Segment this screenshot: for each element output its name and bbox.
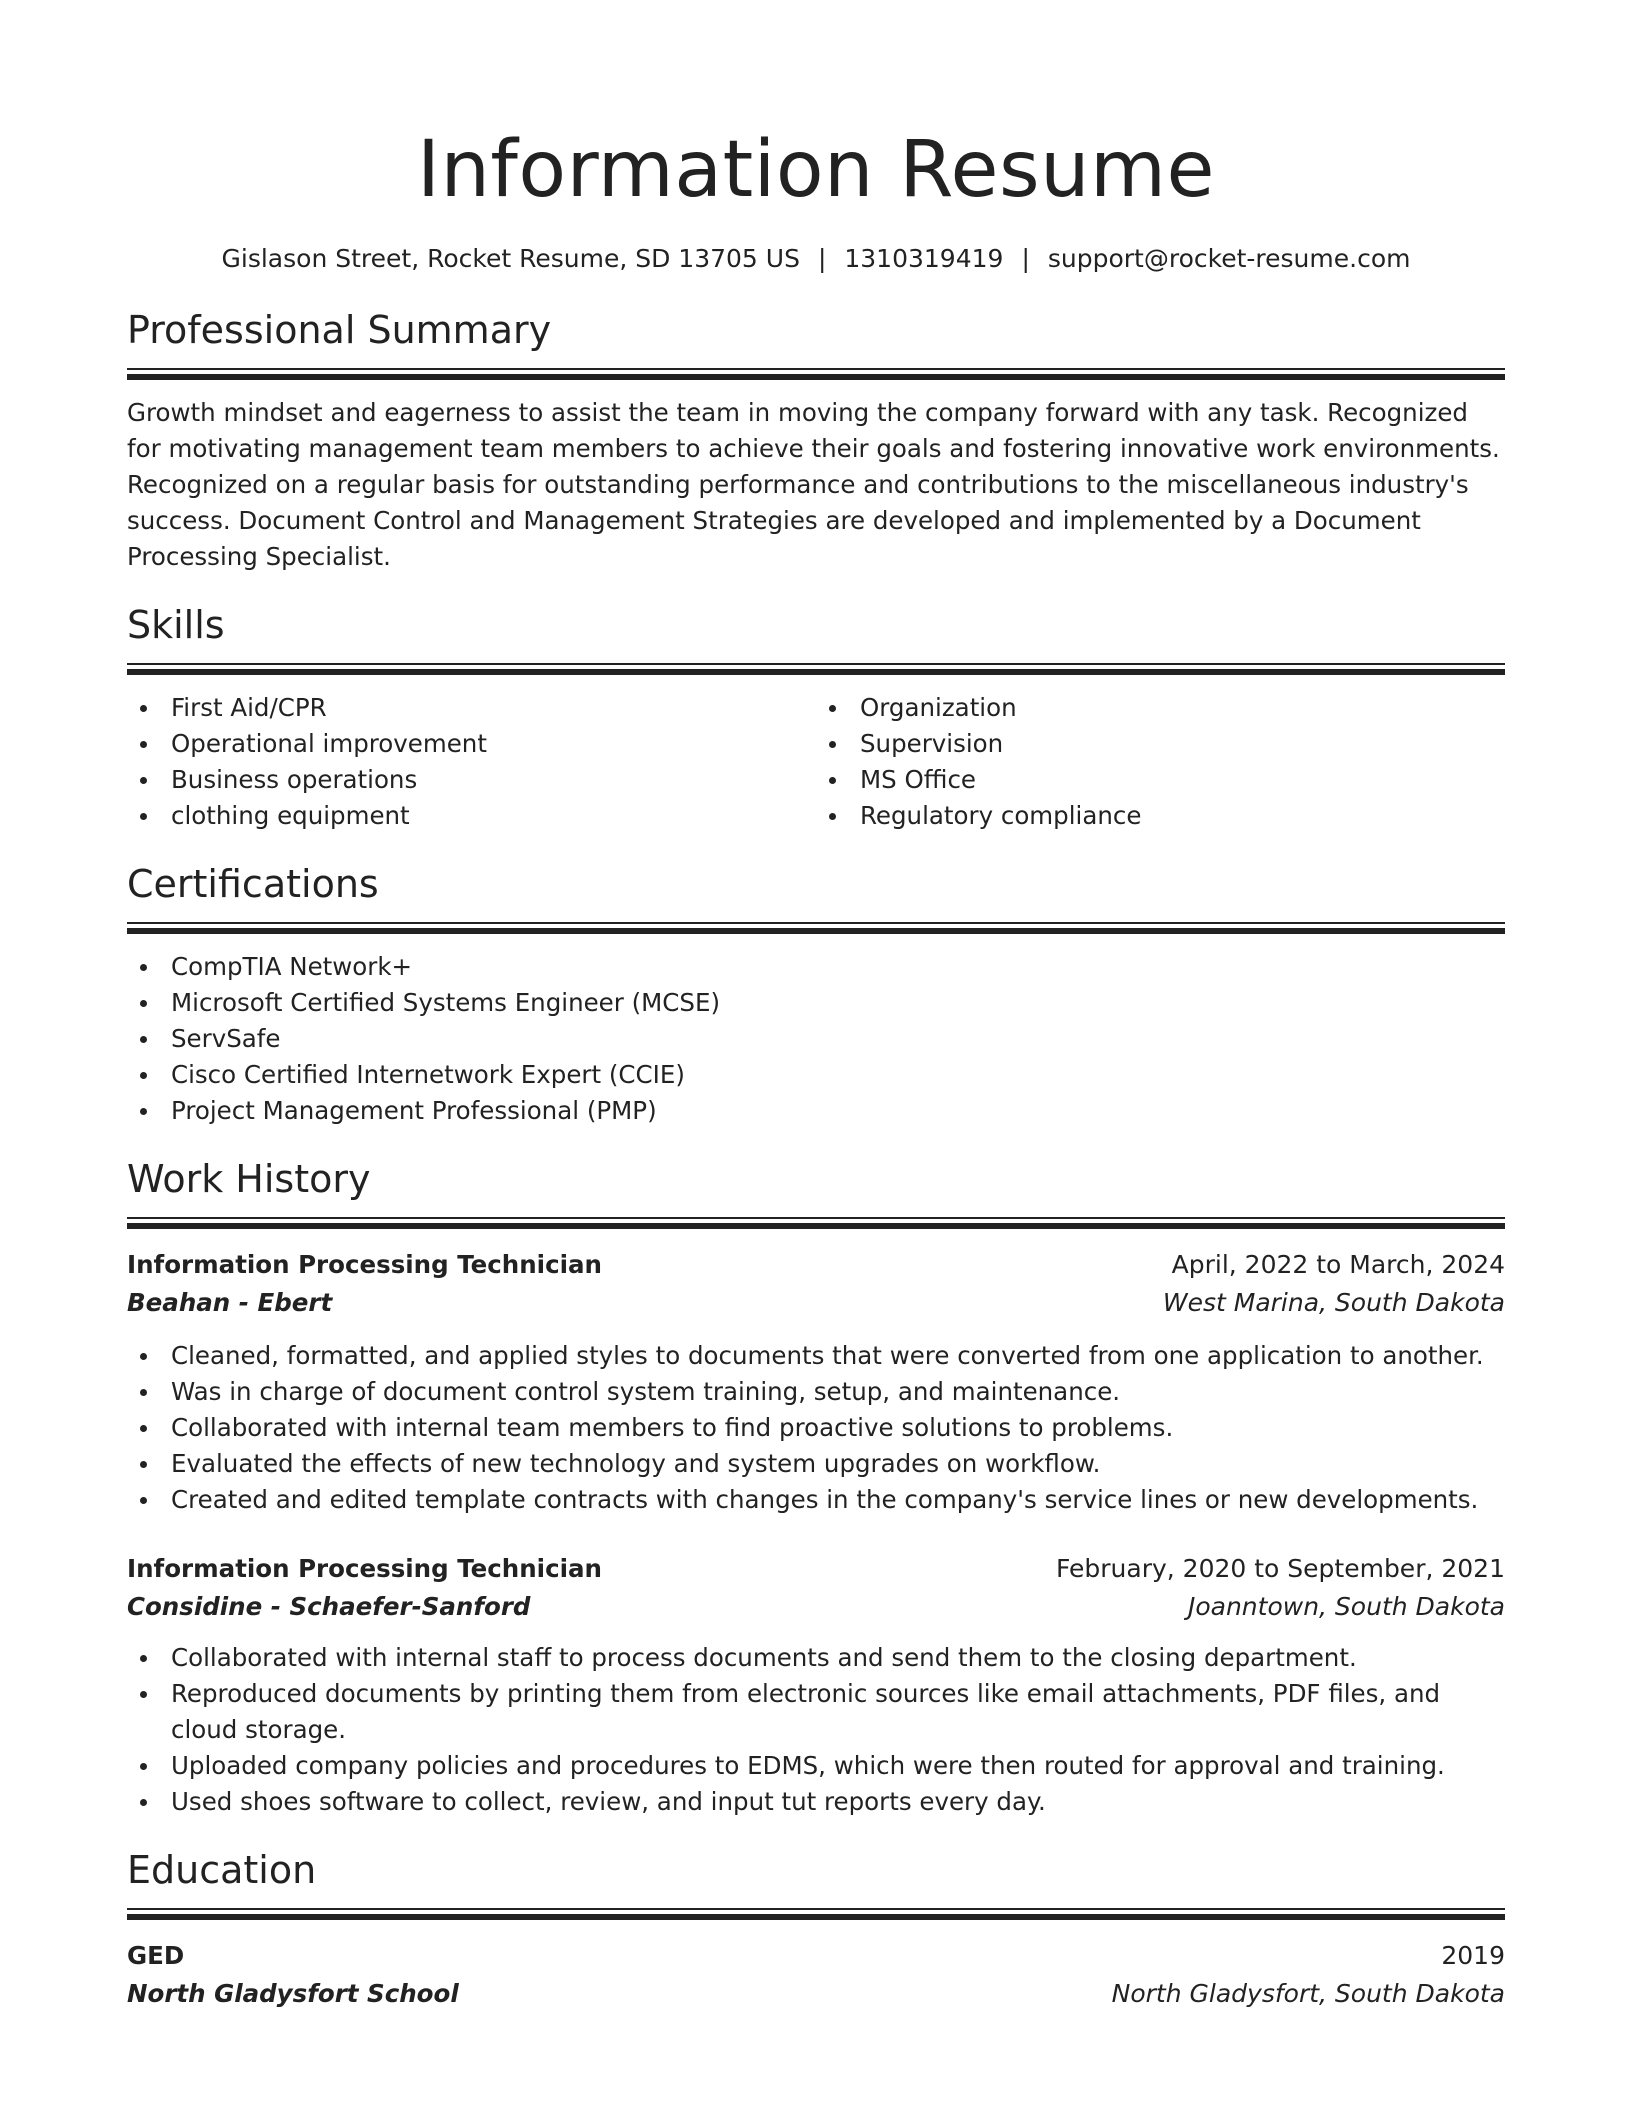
- job-dates: February, 2020 to September, 2021: [1056, 1554, 1505, 1583]
- job-bullet: Uploaded company policies and procedures to EDMS, which were then routed for approval and training.: [127, 1748, 1505, 1784]
- skill-item: MS Office: [816, 762, 1505, 798]
- skill-item: Regulatory compliance: [816, 798, 1505, 834]
- job-bullet: Created and edited template contracts with changes in the company's service lines or new developments.: [127, 1482, 1505, 1518]
- job-entry: [127, 1550, 1505, 1820]
- contact-line: [127, 242, 1505, 276]
- section-divider: [127, 1908, 1505, 1919]
- contact-separator: |: [1021, 244, 1030, 273]
- certification-item: Cisco Certified Internetwork Expert (CCIE): [127, 1057, 1505, 1093]
- resume-name: Information Resume: [416, 125, 1216, 215]
- contact-separator: |: [817, 244, 827, 273]
- job-company-row: [127, 1284, 1505, 1322]
- job-bullet: Used shoes software to collect, review, and input tut reports every day.: [127, 1784, 1505, 1820]
- skills-left-list: [127, 690, 816, 834]
- job-bullets: [127, 1640, 1505, 1820]
- job-entry: [127, 1246, 1505, 1518]
- job-company: Beahan - Ebert: [127, 1288, 333, 1317]
- work-heading: Work History: [127, 1157, 371, 1201]
- certification-item: ServSafe: [127, 1021, 1505, 1057]
- certifications-heading: Certifications: [127, 862, 379, 906]
- skill-item: Organization: [816, 690, 1505, 726]
- skills-columns: [127, 690, 1505, 834]
- skill-item: clothing equipment: [127, 798, 816, 834]
- education-degree: GED: [127, 1941, 185, 1970]
- section-divider: [127, 1217, 1505, 1228]
- certifications-section: [127, 860, 1505, 1129]
- job-bullets: [127, 1338, 1505, 1518]
- summary-heading: Professional Summary: [127, 308, 552, 352]
- contact-email: support@rocket-resume.com: [1047, 244, 1411, 273]
- skill-item: Supervision: [816, 726, 1505, 762]
- skill-item: First Aid/CPR: [127, 690, 816, 726]
- education-year: 2019: [1441, 1941, 1505, 1970]
- certification-item: Project Management Professional (PMP): [127, 1093, 1505, 1129]
- certification-item: CompTIA Network+: [127, 949, 1505, 985]
- job-company: Considine - Schaefer-Sanford: [127, 1592, 531, 1621]
- job-header-row: [127, 1246, 1505, 1284]
- education-school: North Gladysfort School: [127, 1979, 459, 2008]
- skills-right-list: [816, 690, 1505, 834]
- contact-phone: 1310319419: [844, 244, 1004, 273]
- education-section: [127, 1846, 1505, 2013]
- job-company-row: [127, 1588, 1505, 1626]
- skills-section: [127, 601, 1505, 834]
- work-section: [127, 1155, 1505, 1820]
- certifications-list: [127, 949, 1505, 1129]
- job-bullet: Was in charge of document control system training, setup, and maintenance.: [127, 1374, 1505, 1410]
- education-location: North Gladysfort, South Dakota: [1111, 1979, 1505, 2008]
- job-title: Information Processing Technician: [127, 1250, 602, 1279]
- section-divider: [127, 922, 1505, 933]
- summary-text: Growth mindset and eagerness to assist the team in moving the company forward with any task. Recognized for motivating management team members to achieve their goals and fostering innovative work environments. Recognized on a regular basis for outstanding performance and contributions to the miscellaneous industry's success. Document Control and Management Strategies are developed and implemented by a Document Processing Specialist.: [127, 398, 1500, 571]
- job-bullet: Reproduced documents by printing them from electronic sources like email attachments, PDF files, and cloud storage.: [127, 1676, 1505, 1748]
- job-title: Information Processing Technician: [127, 1554, 602, 1583]
- job-bullet: Collaborated with internal staff to process documents and send them to the closing department.: [127, 1640, 1505, 1676]
- section-divider: [127, 663, 1505, 674]
- job-bullet: Cleaned, formatted, and applied styles to documents that were converted from one application to another.: [127, 1338, 1505, 1374]
- summary-section: [127, 306, 1505, 575]
- education-entry: [127, 1937, 1505, 2013]
- contact-address: Gislason Street, Rocket Resume, SD 13705 US: [221, 244, 800, 273]
- education-degree-row: [127, 1937, 1505, 1975]
- education-school-row: [127, 1975, 1505, 2013]
- job-bullet: Evaluated the effects of new technology and system upgrades on workflow.: [127, 1446, 1505, 1482]
- job-location: Joanntown, South Dakota: [1187, 1592, 1505, 1621]
- job-header-row: [127, 1550, 1505, 1588]
- job-location: West Marina, South Dakota: [1162, 1288, 1505, 1317]
- section-divider: [127, 368, 1505, 379]
- skill-item: Operational improvement: [127, 726, 816, 762]
- education-heading: Education: [127, 1848, 317, 1892]
- skills-heading: Skills: [127, 603, 225, 647]
- job-dates: April, 2022 to March, 2024: [1171, 1250, 1505, 1279]
- certification-item: Microsoft Certified Systems Engineer (MCSE): [127, 985, 1505, 1021]
- skill-item: Business operations: [127, 762, 816, 798]
- job-bullet: Collaborated with internal team members to find proactive solutions to problems.: [127, 1410, 1505, 1446]
